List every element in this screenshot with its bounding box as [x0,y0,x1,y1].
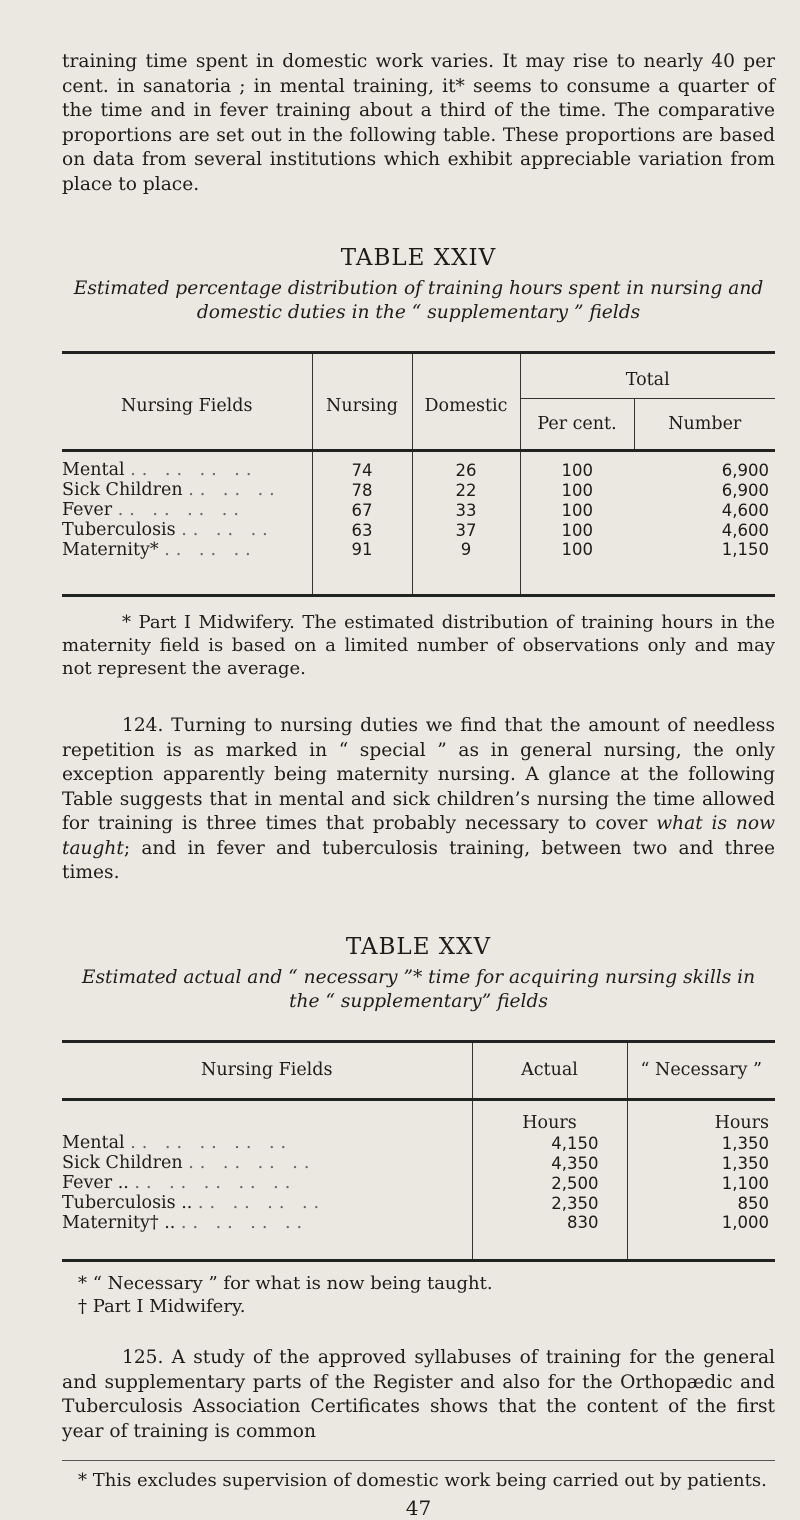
cell-per-cent: 100 [520,540,634,596]
row-field: Mental [62,460,125,480]
table-24-header-per-cent: Per cent. [520,399,634,451]
paragraph-125: 125. A study of the approved syllabuses of training for the general and supplementary parts of the Register and also for the Orthopædic and Tuberculosis Association Certificates shows that the content of the first year of training is common [62,1347,775,1442]
page-footnote: * This excludes supervision of domestic work being carried out by patients. [78,1470,767,1491]
row-field: Tuberculosis [62,520,176,540]
table-row [62,500,775,520]
cell-nursing: 67 [312,500,412,520]
leader-dots: .. .. .. [181,520,274,540]
cell-domestic: 9 [412,540,520,596]
cell-necessary: 850 [627,1193,775,1213]
table-25-header-actual: Actual [472,1041,627,1099]
cell-number: 6,900 [721,460,769,480]
table-25-block [62,934,775,1319]
cell-number: 4,600 [721,500,769,520]
table-row [62,480,775,500]
table-25-caption-line2: the “ supplementary” fields [289,990,548,1012]
table-24-header-number: Number [634,399,775,451]
row-field: Maternity* [62,540,159,560]
table-24-title: TABLE XXIV [340,245,497,271]
cell-number: 1,150 [721,540,769,559]
table-25-footnote-1: * “ Necessary ” for what is now being taught. [78,1273,493,1294]
cell-necessary: 1,100 [627,1173,775,1193]
leader-dots: .. .. .. .. [188,1153,316,1173]
cell-domestic: 26 [412,451,520,481]
leader-dots: .. .. .. .. [117,500,245,520]
cell-necessary: 1,000 [627,1213,775,1261]
table-row [62,540,775,596]
cell-nursing: 63 [312,520,412,540]
cell-actual: 2,350 [472,1193,627,1213]
paragraph-124-end: ; and in fever and tuberculosis training, between two and three times. [62,837,775,883]
table-row [62,1213,775,1261]
table-24-block [62,245,775,680]
footnote-divider [62,1460,775,1461]
cell-domestic: 37 [412,520,520,540]
table-row [62,451,775,481]
intro-paragraph: training time spent in domestic work varies. It may rise to nearly 40 per cent. in sanatoria ; in mental training, it* seems to consume a quarter of the time and in fever training about a third of the time. The comparative proportions are set out in the following table. These proportions are based on data from several institutions which exhibit appreciable variation from place to place. [62,51,775,195]
row-field: Fever .. [62,1173,129,1193]
leader-dots: .. .. .. .. .. [130,1133,293,1153]
table-24-header-nursing: Nursing [312,353,412,451]
table-25 [62,1040,775,1263]
table-24-caption [62,277,775,325]
row-field: Tuberculosis .. [62,1193,193,1213]
leader-dots: .. .. .. .. [197,1193,326,1213]
table-row [62,1133,775,1153]
cell-number: 6,900 [721,480,769,500]
leader-dots: .. .. .. .. .. [134,1173,297,1193]
table-24-header-total: Total [520,353,775,399]
cell-number: 4,600 [721,520,769,540]
cell-domestic: 33 [412,500,520,520]
cell-nursing: 91 [312,540,412,596]
cell-necessary: 1,350 [627,1153,775,1173]
page-number: 47 [405,1496,432,1520]
leader-dots: .. .. .. [164,540,257,560]
cell-per-cent: 100 [520,451,634,481]
table-25-title: TABLE XXV [345,933,492,960]
table-row [62,1173,775,1193]
cell-actual: 4,150 [472,1133,627,1153]
table-24-caption-line2: domestic duties in the “ supplementary ” fields [196,302,641,323]
cell-nursing: 74 [312,451,412,481]
cell-hours-necessary: Hours [627,1099,775,1133]
leader-dots: .. .. .. .. [130,460,258,480]
row-field: Maternity† .. [62,1213,176,1233]
table-25-caption-line1: Estimated actual and “ necessary ”* time for acquiring nursing skills in [81,966,756,988]
table-24-header-domestic: Domestic [412,353,520,451]
table-24-caption-line1: Estimated percentage distribution of training hours spent in nursing and [73,278,764,299]
cell-nursing: 78 [312,480,412,500]
cell-actual: 2,500 [472,1173,627,1193]
cell-per-cent: 100 [520,520,634,540]
cell-per-cent: 100 [520,500,634,520]
cell-hours-actual: Hours [472,1099,627,1133]
row-field: Fever [62,500,113,520]
table-row [62,1099,775,1133]
paragraph-124-italic: what is now taught [62,813,775,859]
table-25-footnote-2: † Part I Midwifery. [78,1296,246,1317]
row-field: Sick Children [62,1153,183,1173]
row-field: Mental [62,1133,125,1153]
table-25-header-fields: Nursing Fields [201,1060,333,1080]
leader-dots: .. .. .. .. [180,1213,309,1233]
table-row [62,520,775,540]
table-24 [62,351,775,597]
paragraph-124-start: 124. Turning to nursing duties we find that the amount of needless repetition is as marked in “ special ” as in general nursing, the only exception apparently being maternity nursing. A glance at the following Table suggests that in mental and sick children’s nursing the time allowed for training is three times that probably necessary to cover [62,715,775,834]
cell-domestic: 22 [412,480,520,500]
table-24-header-fields: Nursing Fields [121,395,253,416]
paragraph-124 [62,714,775,886]
cell-actual: 830 [472,1213,627,1261]
table-24-footnote: * Part I Midwifery. The estimated distribution of training hours in the maternity field is based on a limited number of observations only and may not represent the average. [62,612,775,679]
cell-actual: 4,350 [472,1153,627,1173]
table-row [62,1193,775,1213]
leader-dots: .. .. .. [188,480,281,500]
document-page [62,50,775,1520]
table-25-header-necessary: “ Necessary ” [627,1041,775,1099]
table-row [62,1153,775,1173]
table-25-caption [62,966,775,1014]
cell-necessary: 1,350 [627,1133,775,1153]
cell-per-cent: 100 [520,480,634,500]
row-field: Sick Children [62,480,183,500]
